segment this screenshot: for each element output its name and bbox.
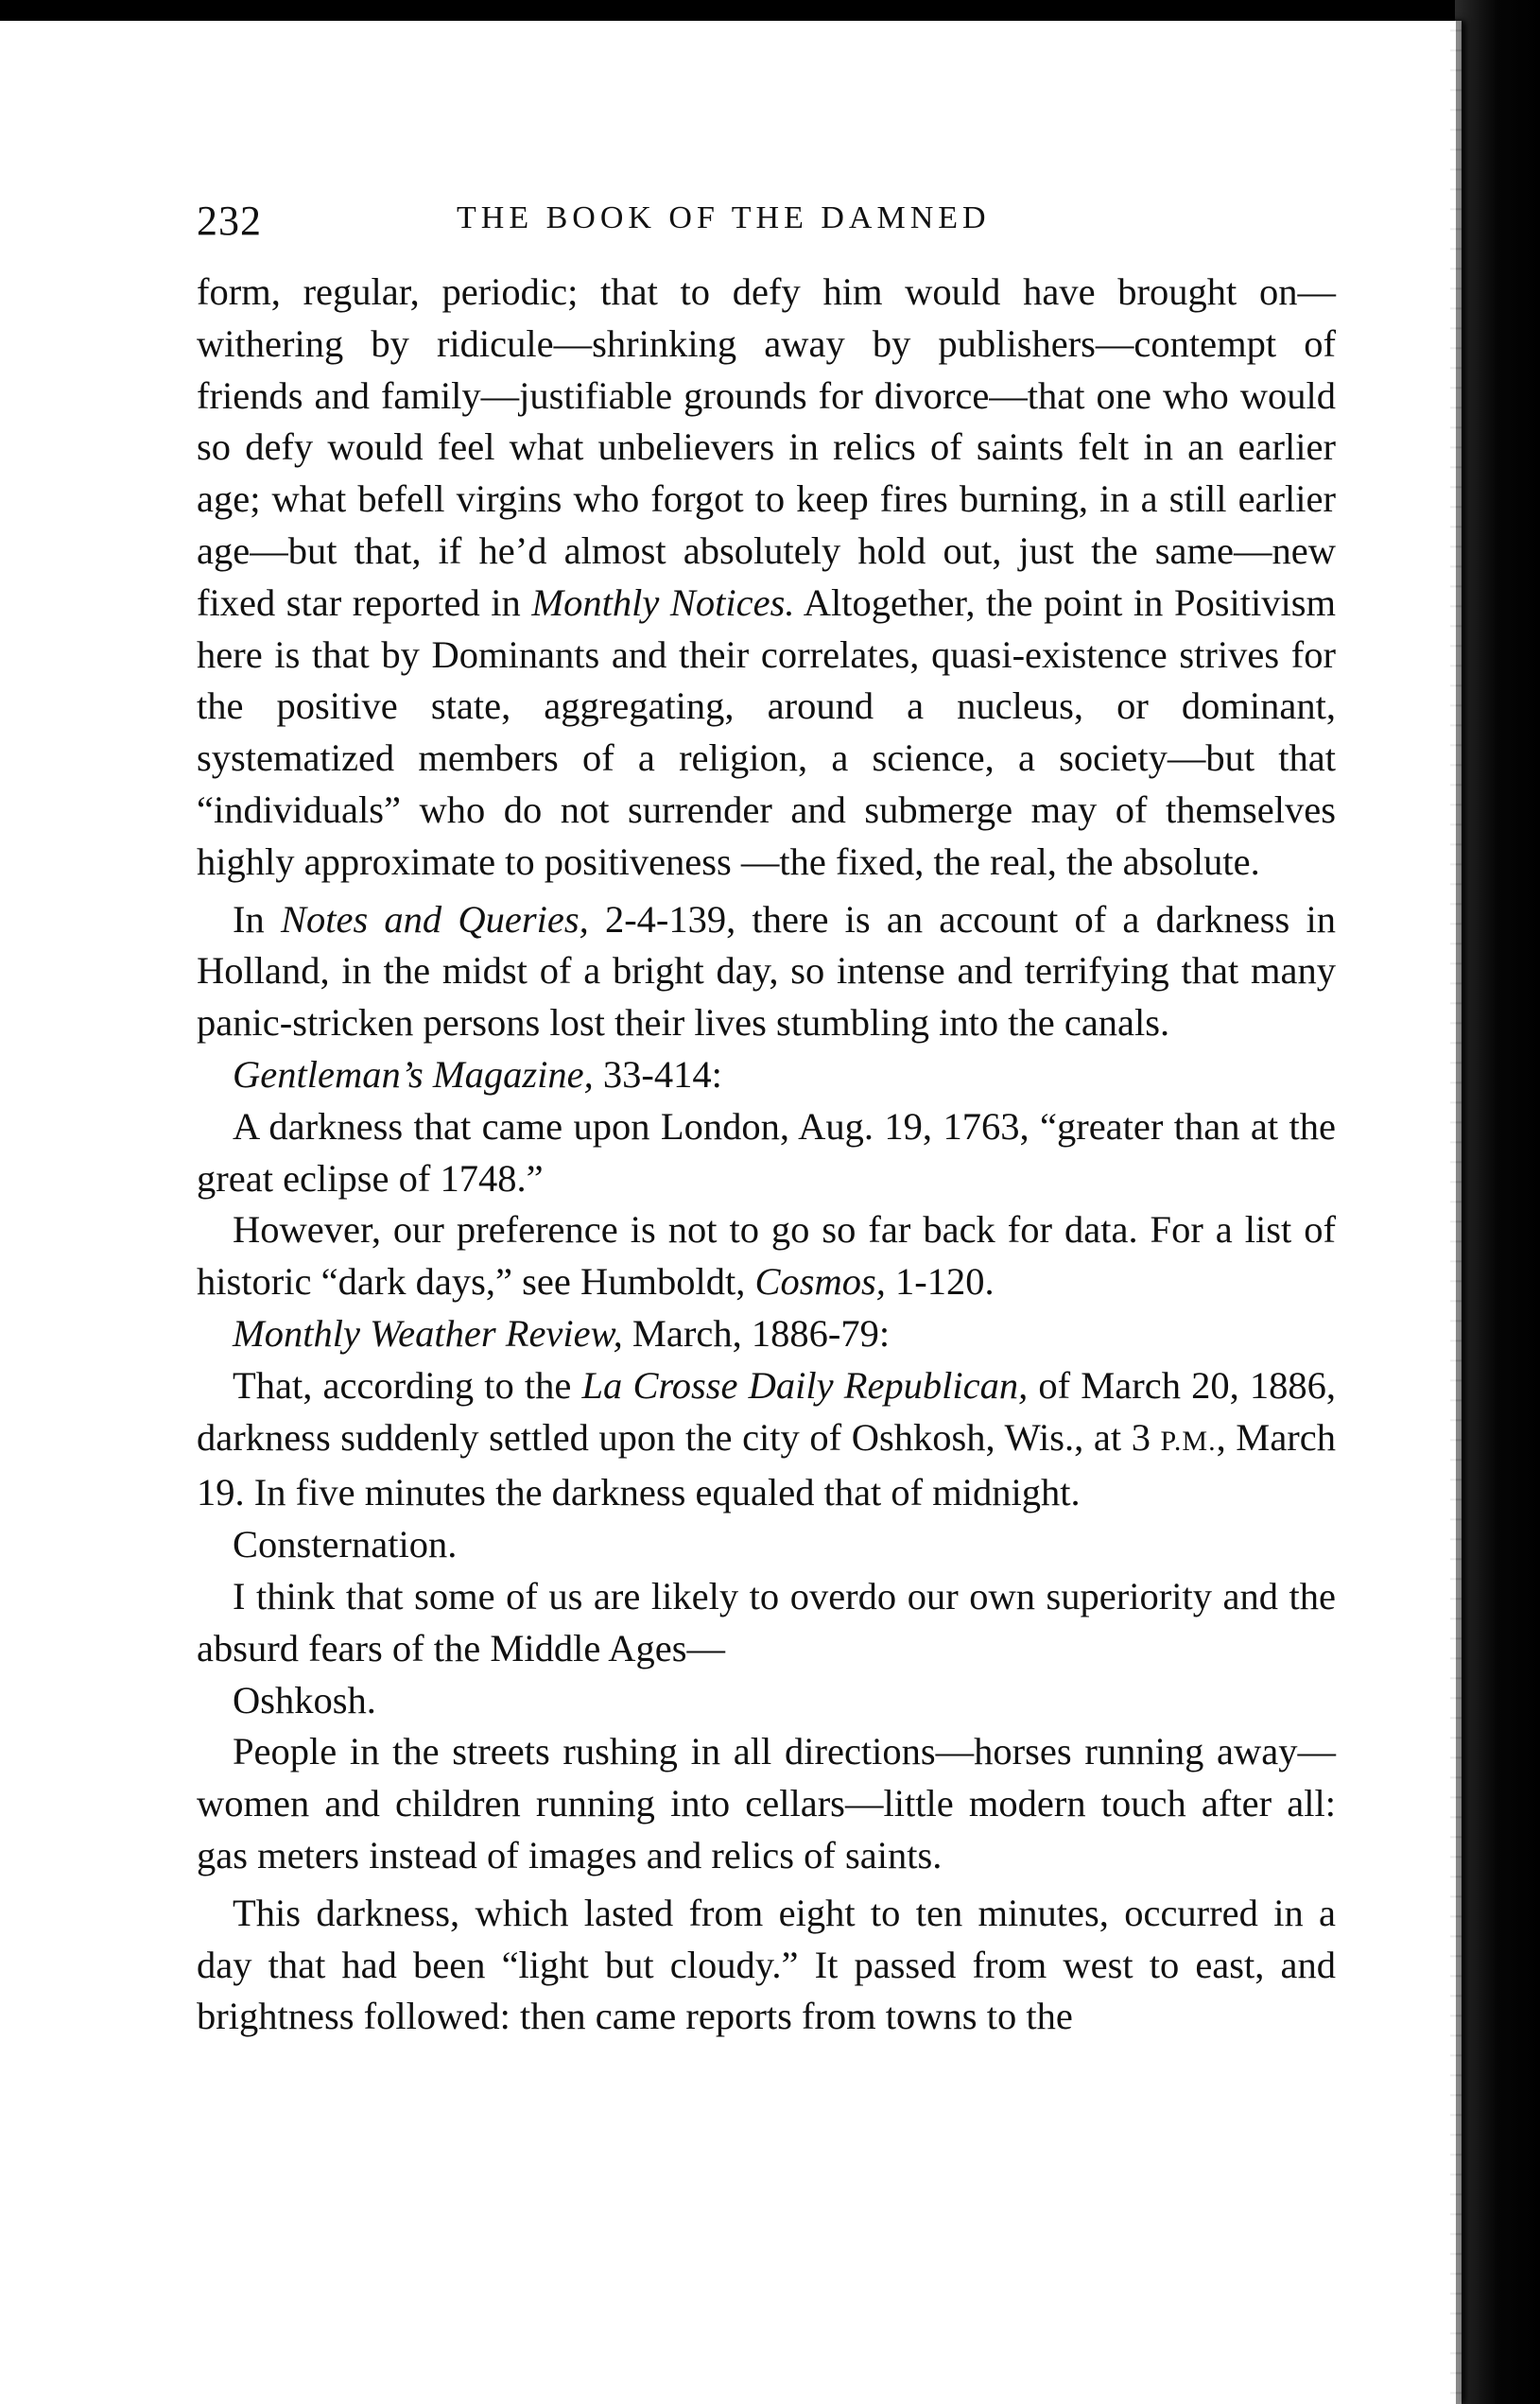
- paragraph: [197, 1049, 1336, 1101]
- scan-right-edge: [1455, 0, 1540, 2404]
- text-run: March, 1886-79:: [622, 1311, 891, 1355]
- text-run: However, our preference is not to go so far back for data. For a list of historic “dark days,” see Humboldt,: [197, 1208, 1336, 1304]
- text-run: Altogether, the point in Positivism here is that by Dominants and their correlates, quasi-existence strives for the positive state, aggregating, around a nucleus, or dominant, systematized members of a religion, a science, a society—but that “individuals” who do not surrender and submerge may of themselves highly approximate to positiveness —the fixed, the real, the absolute.: [197, 580, 1337, 883]
- body-text: [197, 267, 1336, 2043]
- paragraph: I think that some of us are likely to overdo our own superiority and the absurd fears of the Middle Ages—: [197, 1574, 1336, 1669]
- scan-top-edge: [0, 0, 1540, 21]
- text-run: 2-4-139, there is an account of a darkness in Holland, in the midst of a bright day, so intense and terrifying that many panic-stricken persons lost their lives stumbling into the canals.: [197, 897, 1336, 1045]
- paragraph: [197, 894, 1336, 1049]
- text-run: In: [233, 897, 281, 941]
- text-run: of March 20, 1886, darkness suddenly settled upon the city of Oshkosh, Wis., at 3: [197, 1363, 1337, 1459]
- text-run: 1-120.: [885, 1260, 995, 1304]
- italic-title: Monthly Weather Review,: [233, 1311, 623, 1355]
- paragraph: [197, 267, 1336, 889]
- italic-title: Monthly Notices.: [531, 580, 795, 624]
- text-run: 33-414:: [593, 1052, 722, 1096]
- paragraph: Consternation.: [233, 1523, 458, 1566]
- page-number: 232: [197, 198, 262, 244]
- paragraph: [197, 1204, 1336, 1308]
- paragraph: Oshkosh.: [233, 1678, 376, 1721]
- paragraph: A darkness that came upon London, Aug. 19, 1763, “greater than at the great eclipse of 1748.”: [197, 1104, 1336, 1200]
- italic-title: Cosmos,: [754, 1260, 886, 1304]
- page-header: [197, 189, 1336, 255]
- italic-title: Gentleman’s Magazine,: [233, 1052, 594, 1096]
- running-title: THE BOOK OF THE DAMNED: [457, 200, 991, 235]
- paragraph: [197, 1308, 1336, 1360]
- italic-title: La Crosse Daily Republican,: [581, 1363, 1029, 1407]
- italic-title: Notes and Queries,: [280, 897, 589, 941]
- text-run: , March 19. In five minutes the darkness equaled that of midnight.: [197, 1415, 1337, 1514]
- text-run: form, regular, periodic; that to defy him would have brought on—withering by ridicule—shrinking away by publishers—contempt of friends and family—justifiable grounds for divorce—that one who would so defy would feel what unbelievers in relics of saints felt in an earlier age; what befell virgins who forgot to keep fires burning, in a still earlier age—but that, if he’d almost absolutely hold out, just the same—new fixed star reported in: [197, 270, 1336, 624]
- paragraph: [197, 1360, 1336, 1519]
- paragraph: People in the streets rushing in all directions—horses running away—women and children running into cellars—little modern touch after all: gas meters instead of images and relics of saints.: [197, 1730, 1336, 1877]
- paragraph: This darkness, which lasted from eight to ten minutes, occurred in a day that had been “light but cloudy.” It passed from west to east, and brightness followed: then came reports from towns to the: [197, 1891, 1336, 2038]
- small-caps-run: P.M.: [1160, 1425, 1217, 1457]
- text-run: That, according to the: [233, 1363, 582, 1407]
